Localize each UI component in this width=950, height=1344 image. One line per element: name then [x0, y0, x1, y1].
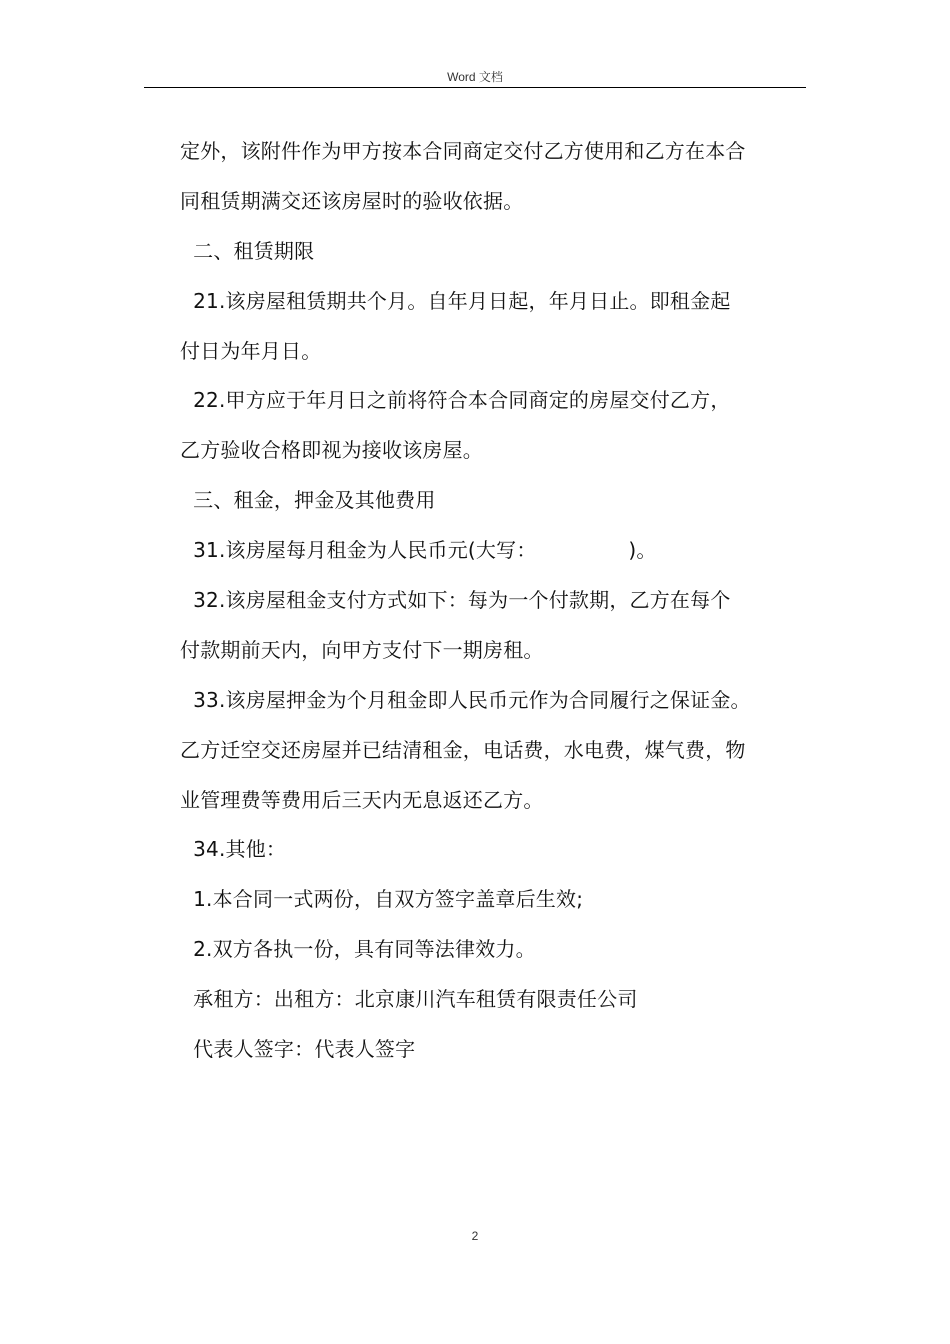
paragraph-line: 33.该房屋押金为个月租金即人民币元作为合同履行之保证金。 [180, 688, 751, 712]
section-heading: 二、租赁期限 [180, 239, 315, 263]
signature-line: 承租方：出租方：北京康川汽车租赁有限责任公司 [180, 987, 638, 1011]
paragraph-line: 业管理费等费用后三天内无息返还乙方。 [180, 788, 544, 812]
paragraph-line: 1.本合同一式两份，自双方签字盖章后生效; [180, 887, 584, 911]
header-rule [144, 87, 806, 88]
paragraph-line: 乙方验收合格即视为接收该房屋。 [180, 438, 483, 462]
page-number: 2 [471, 1229, 479, 1243]
paragraph-line: 付日为年月日。 [180, 339, 322, 363]
paragraph-line: 定外，该附件作为甲方按本合同商定交付乙方使用和乙方在本合 [180, 139, 746, 163]
page-header: Word 文档 [447, 70, 503, 84]
paragraph-line: 付款期前天内，向甲方支付下一期房租。 [180, 638, 544, 662]
paragraph-line: 乙方迁空交还房屋并已结清租金，电话费，水电费，煤气费，物 [180, 738, 746, 762]
paragraph-line: 2.双方各执一份，具有同等法律效力。 [180, 937, 536, 961]
paragraph-line: 22.甲方应于年月日之前将符合本合同商定的房屋交付乙方， [180, 388, 731, 412]
paragraph-line: 同租赁期满交还该房屋时的验收依据。 [180, 189, 524, 213]
paragraph-line: 21.该房屋租赁期共个月。自年月日起，年月日止。即租金起 [180, 289, 731, 313]
paragraph-line: 34.其他： [180, 837, 287, 861]
section-heading: 三、租金，押金及其他费用 [180, 488, 436, 512]
signature-line: 代表人签字：代表人签字 [180, 1037, 416, 1061]
paragraph-line: 32.该房屋租金支付方式如下：每为一个付款期，乙方在每个 [180, 588, 731, 612]
paragraph-line: 31.该房屋每月租金为人民币元(大写： )。 [180, 538, 657, 562]
